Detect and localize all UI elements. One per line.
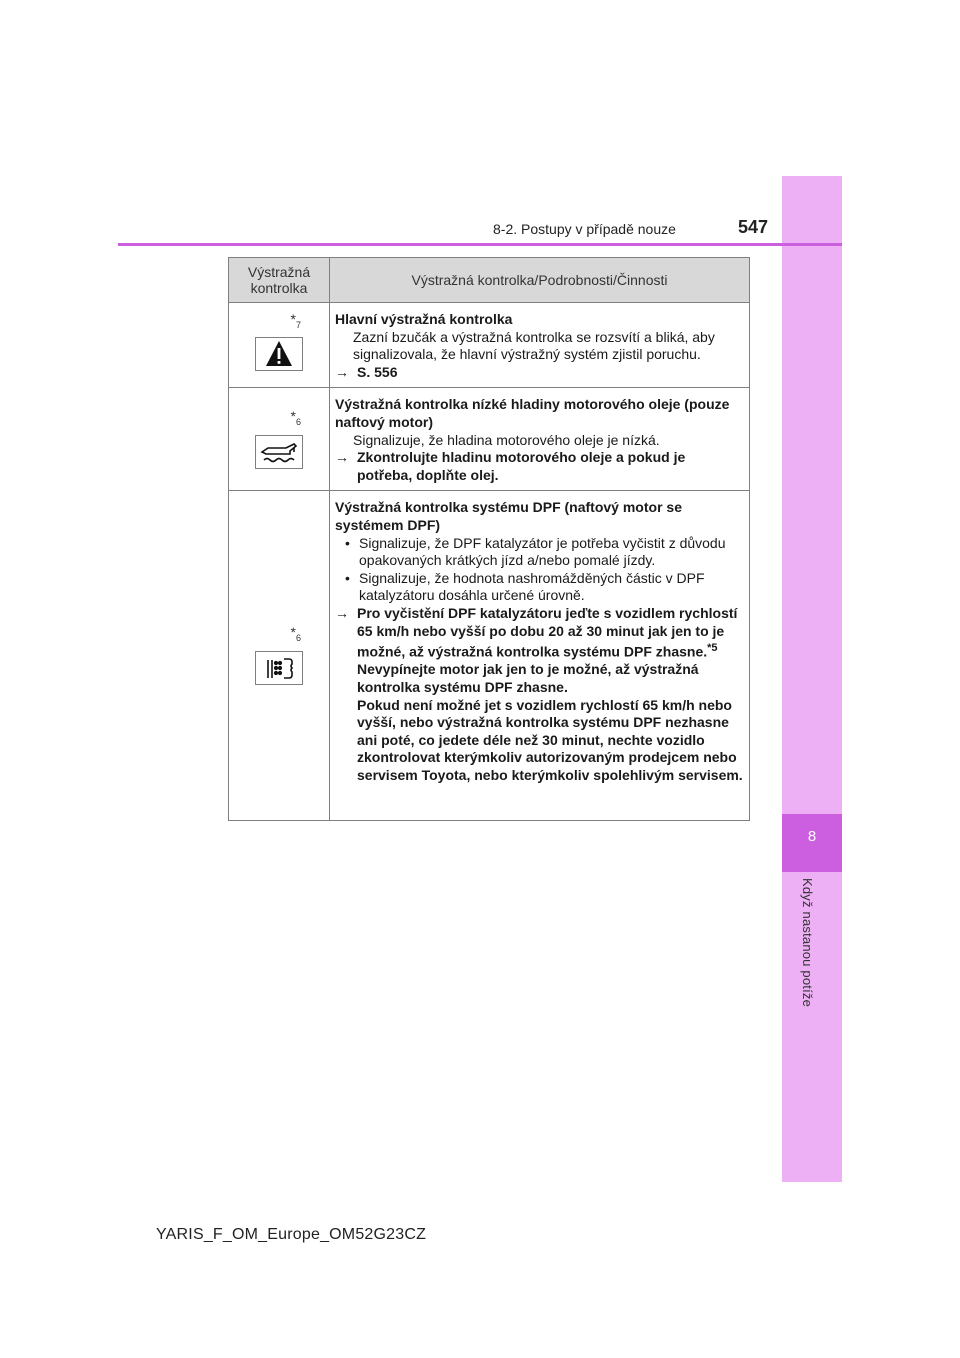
chapter-number: 8: [807, 828, 817, 845]
arrow-icon: →: [335, 363, 349, 380]
action-note: Nevypínejte motor jak jen to je možné, až výstražná kontrolka systému DPF zhasne.: [357, 661, 699, 695]
master-warning-triangle-icon: [255, 337, 303, 371]
row-title: Výstražná kontrolka systému DPF (naftový motor se systémem DPF): [335, 499, 682, 533]
details-cell: [330, 491, 750, 821]
row-action: [335, 605, 743, 661]
icon-cell: [229, 303, 330, 388]
bullet-dot: •: [345, 569, 350, 586]
bullet-text: Signalizuje, že DPF katalyzátor je potřeba vyčistit z důvodu opakovaných krátkých jízd a/nebo pomalé jízdy.: [359, 534, 726, 569]
chapter-side-tab: [782, 176, 842, 1182]
arrow-icon: →: [335, 604, 349, 621]
action-text: Zkontrolujte hladinu motorového oleje a pokud je potřeba, doplňte olej.: [357, 449, 686, 483]
footnote-marker: $*_6$: [290, 408, 301, 428]
header-rule: [118, 243, 842, 246]
chapter-title: Když nastanou potíže: [800, 878, 815, 1008]
table-row: [229, 388, 750, 491]
table-row: [229, 491, 750, 821]
row-description: Signalizuje, že hladina motorového oleje je nízká.: [353, 431, 660, 448]
page-number: 547: [738, 217, 769, 237]
icon-cell: [229, 491, 330, 821]
table-header-row: [229, 258, 750, 303]
action-note: Pokud není možné jet s vozidlem rychlostí 65 km/h nebo vyšší, nebo výstražná kontrolka systému DPF nezhasne ani poté, co jedete déle než 30 minut, nechte vozidlo zkontrolovat kterýmkoliv autorizovaným prodejcem nebo servisem Toyota, nebo kterýmkoliv spolehlivým servisem.: [357, 696, 743, 783]
action-text: S. 556: [357, 363, 398, 380]
table-row: [229, 303, 750, 388]
footnote-marker: $*_6$: [290, 624, 301, 644]
document-code: YARIS_F_OM_Europe_OM52G23CZ: [156, 1226, 427, 1243]
row-description: Zazní bzučák a výstražná kontrolka se rozsvítí a bliká, aby signalizovala, že hlavní výstražný systém zjistil poruchu.: [353, 328, 715, 363]
row-action: [335, 449, 743, 484]
details-cell: [330, 388, 750, 491]
details-cell: [330, 303, 750, 388]
row-action: [335, 364, 743, 382]
list-item: [335, 535, 743, 570]
warning-lights-table: [228, 257, 750, 821]
section-title: 8-2. Postupy v případě nouze: [493, 221, 676, 237]
list-item: [335, 570, 743, 605]
action-text: Pro vyčistění DPF katalyzátoru jeďte s vozidlem rychlostí 65 km/h nebo vyšší po dobu 20 až 30 minut jak jen to je možné, až výstražná kontrolka systému DPF zhasne.$^{*5}$: [357, 604, 738, 660]
arrow-icon: →: [335, 449, 349, 466]
icon-cell: [229, 388, 330, 491]
low-oil-level-icon: [255, 435, 303, 469]
bullet-text: Signalizuje, že hodnota nashromážděných částic v DPF katalyzátoru dosáhla určené úrovně.: [359, 569, 705, 604]
row-title: Výstražná kontrolka nízké hladiny motorového oleje (pouze naftový motor): [335, 396, 730, 430]
bullet-dot: •: [345, 534, 350, 551]
column-header-details: Výstražná kontrolka/Podrobnosti/Činnosti: [330, 258, 750, 303]
dpf-system-icon: [255, 651, 303, 685]
footnote-marker: $*_7$: [290, 311, 301, 330]
column-header-light: Výstražná kontrolka: [229, 258, 330, 303]
row-title: Hlavní výstražná kontrolka: [335, 311, 513, 327]
